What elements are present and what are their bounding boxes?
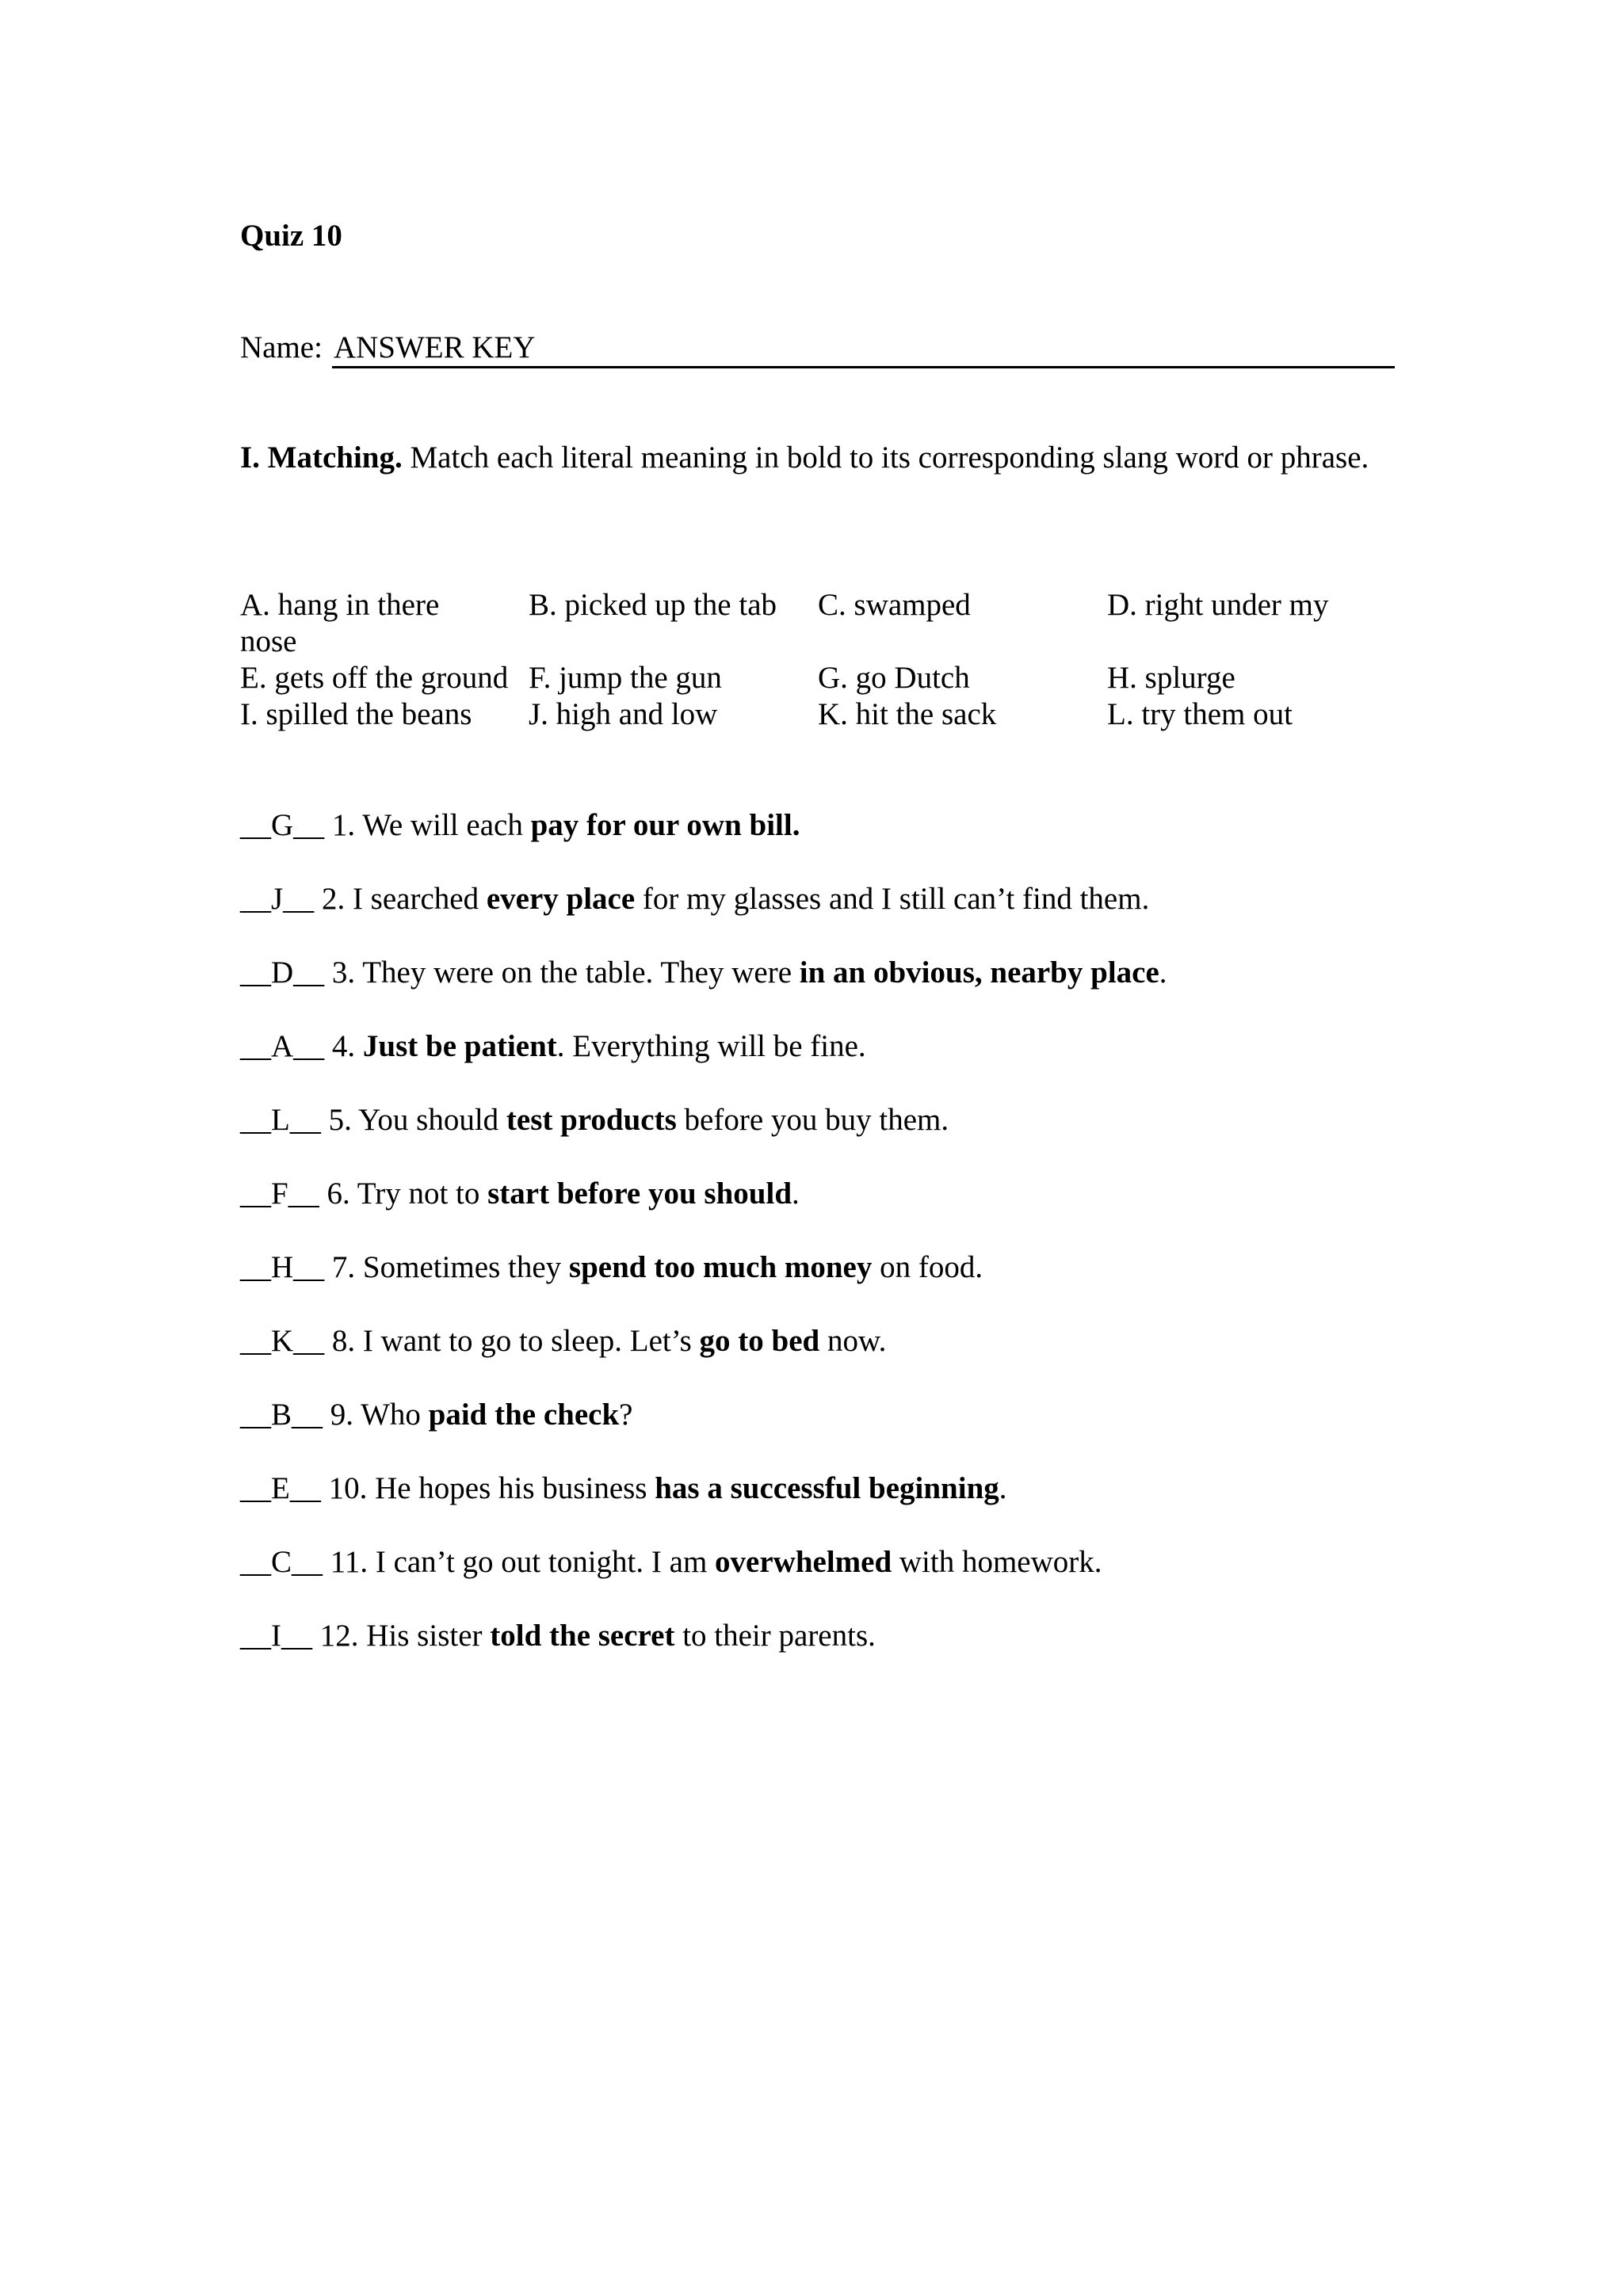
question-11 (240, 1544, 1395, 1618)
question-answer: __H__ (240, 1250, 325, 1284)
question-4 (240, 1028, 1395, 1102)
page-title: Quiz 10 (240, 219, 342, 253)
question-number: 8. (324, 1324, 363, 1358)
question-text: I want to go to sleep. Let’s (362, 1324, 700, 1358)
question-text: Try not to (357, 1177, 488, 1211)
question-number: 6. (319, 1177, 357, 1211)
question-number: 5. (320, 1103, 359, 1137)
name-label: Name: (240, 330, 323, 364)
option-row-1 (240, 587, 1395, 624)
question-2 (240, 881, 1395, 955)
question-number: 4. (324, 1029, 363, 1063)
option-k: K. hit the sack (818, 697, 997, 731)
question-text: I can’t go out tonight. I am (375, 1545, 716, 1579)
option-b: B. picked up the tab (529, 588, 777, 622)
question-text-end: . (1159, 955, 1167, 990)
question-5 (240, 1102, 1395, 1176)
question-answer: __K__ (240, 1324, 325, 1358)
question-text-end: now. (819, 1324, 887, 1358)
question-8 (240, 1323, 1395, 1397)
question-answer: __D__ (240, 955, 325, 990)
question-bold-phrase: start before you should (487, 1177, 792, 1211)
question-text-end: . (999, 1471, 1007, 1505)
question-answer: __E__ (240, 1471, 321, 1505)
option-e: E. gets off the ground (240, 661, 509, 695)
option-i: I. spilled the beans (240, 697, 472, 731)
question-bold-phrase: paid the check (428, 1398, 620, 1432)
option-g: G. go Dutch (818, 661, 970, 695)
question-number: 1. (324, 808, 363, 842)
question-bold-phrase: every place (486, 882, 636, 916)
question-list (240, 807, 1395, 1691)
option-d: D. right under my (1107, 588, 1329, 622)
question-text-end: for my glasses and I still can’t find them. (635, 882, 1150, 916)
question-answer: __B__ (240, 1398, 323, 1432)
question-text-end: before you buy them. (676, 1103, 949, 1137)
question-text: His sister (366, 1619, 491, 1653)
question-1 (240, 807, 1395, 881)
option-f: F. jump the gun (529, 661, 722, 695)
question-6 (240, 1176, 1395, 1249)
question-answer: __C__ (240, 1545, 323, 1579)
question-bold-phrase: has a successful beginning (655, 1471, 999, 1505)
instructions (240, 440, 1395, 476)
option-row-2 (240, 660, 1395, 696)
question-answer: __F__ (240, 1177, 319, 1211)
question-text-end: ? (619, 1398, 633, 1432)
question-answer: __I__ (240, 1619, 312, 1653)
question-text-end: with homework. (892, 1545, 1102, 1579)
option-j: J. high and low (529, 697, 718, 731)
question-text: Sometimes they (362, 1250, 569, 1284)
question-text: I searched (352, 882, 487, 916)
option-l: L. try them out (1107, 697, 1293, 731)
question-12 (240, 1618, 1395, 1691)
question-bold-phrase: test products (506, 1103, 677, 1137)
name-row (240, 330, 1395, 368)
question-number: 2. (314, 882, 353, 916)
question-number: 11. (323, 1545, 376, 1579)
question-text: They were on the table. They were (362, 955, 800, 990)
question-text: Who (361, 1398, 429, 1432)
answer-options (240, 587, 1395, 733)
question-number: 9. (323, 1398, 361, 1432)
question-number: 12. (312, 1619, 367, 1653)
question-7 (240, 1249, 1395, 1323)
question-9 (240, 1397, 1395, 1470)
question-bold-phrase: spend too much money (568, 1250, 873, 1284)
question-text-end: . (792, 1177, 800, 1211)
question-number: 10. (320, 1471, 376, 1505)
question-answer: __G__ (240, 808, 325, 842)
instructions-text: Match each literal meaning in bold to its corresponding slang word or phrase. (402, 441, 1369, 475)
question-10 (240, 1470, 1395, 1544)
option-a: A. hang in there (240, 588, 440, 622)
instructions-lead: I. Matching. (240, 441, 403, 475)
question-number: 3. (324, 955, 363, 990)
name-field: ANSWER KEY (332, 330, 1395, 368)
question-bold-phrase: Just be patient (362, 1029, 557, 1063)
question-answer: __J__ (240, 882, 315, 916)
option-d-continuation: nose (240, 624, 297, 658)
question-bold-phrase: overwhelmed (715, 1545, 892, 1579)
question-bold-phrase: in an obvious, nearby place (799, 955, 1159, 990)
option-row-3 (240, 696, 1395, 733)
question-answer: __L__ (240, 1103, 321, 1137)
question-3 (240, 955, 1395, 1028)
question-text-end: on food. (872, 1250, 983, 1284)
question-answer: __A__ (240, 1029, 325, 1063)
question-text-end: to their parents. (674, 1619, 876, 1653)
option-h: H. splurge (1107, 661, 1235, 695)
question-bold-phrase: pay for our own bill. (530, 808, 800, 842)
question-text: We will each (362, 808, 531, 842)
question-number: 7. (324, 1250, 363, 1284)
question-text: You should (358, 1103, 506, 1137)
option-c: C. swamped (818, 588, 971, 622)
question-text: He hopes his business (375, 1471, 655, 1505)
question-text-end: . Everything will be fine. (556, 1029, 866, 1063)
question-bold-phrase: go to bed (699, 1324, 820, 1358)
question-bold-phrase: told the secret (490, 1619, 675, 1653)
